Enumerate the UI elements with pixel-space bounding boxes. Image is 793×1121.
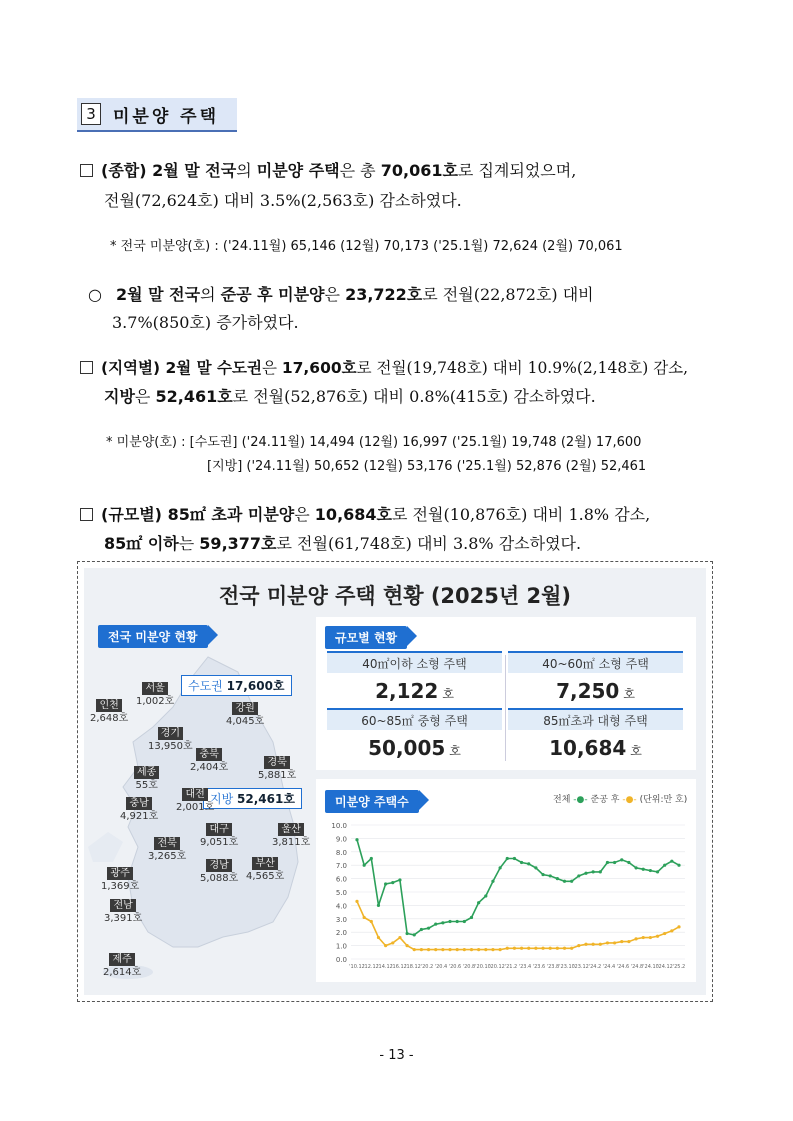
size-tag: 규모별 현황 xyxy=(325,626,407,649)
region-jeonnam: 전남 3,391호 xyxy=(104,900,143,924)
region-busan: 부산 4,565호 xyxy=(246,858,285,882)
trend-tag: 미분양 주택수 xyxy=(325,790,419,813)
data-point xyxy=(363,916,366,919)
data-point xyxy=(527,947,530,950)
data-point xyxy=(470,948,473,951)
data-point xyxy=(634,866,637,869)
data-point xyxy=(427,927,430,930)
paragraph-regional-line2: 지방은 52,461호로 전월(52,876호) 대비 0.8%(415호) 감소하였다. xyxy=(104,387,596,406)
paragraph-summary-line2: 전월(72,624호) 대비 3.5%(2,563호) 감소하였다. xyxy=(104,191,462,210)
data-point xyxy=(355,838,358,841)
x-tick-label: '24.8 xyxy=(630,964,644,970)
size-label-3: 60~85㎡ 중형 주택 xyxy=(327,708,502,730)
chart-legend: 전체 -●- 준공 후 -●- (단위:만 호) xyxy=(553,795,688,805)
size-value-3: 50,005 호 xyxy=(368,736,461,760)
data-point xyxy=(506,857,509,860)
data-point xyxy=(599,943,602,946)
y-tick-label: 1.0 xyxy=(335,942,347,951)
region-ulsan: 울산 3,811호 xyxy=(272,824,311,848)
data-point xyxy=(577,944,580,947)
data-point xyxy=(627,861,630,864)
data-point xyxy=(398,878,401,881)
data-point xyxy=(642,868,645,871)
region-sejong: 세종 55호 xyxy=(135,767,158,791)
trend-chart xyxy=(323,817,691,977)
data-point xyxy=(420,948,423,951)
data-point xyxy=(363,864,366,867)
west-islands-shape xyxy=(88,832,123,862)
series-line xyxy=(357,840,679,935)
data-point xyxy=(456,948,459,951)
note-regional-2: [지방] ('24.11월) 50,652 (12월) 53,176 ('25.1월) 52,876 (2월) 52,461 xyxy=(207,459,647,474)
x-tick-label: '25.2 xyxy=(672,964,686,970)
data-point xyxy=(570,880,573,883)
data-point xyxy=(391,881,394,884)
data-point xyxy=(420,928,423,931)
y-tick-label: 10.0 xyxy=(331,822,347,830)
data-point xyxy=(563,880,566,883)
data-point xyxy=(355,900,358,903)
y-tick-label: 8.0 xyxy=(335,848,347,857)
data-point xyxy=(606,941,609,944)
data-point xyxy=(634,937,637,940)
x-tick-label: '24.2 xyxy=(588,964,602,970)
data-point xyxy=(534,866,537,869)
x-tick-label: '20.10 xyxy=(475,964,491,970)
y-tick-label: 0.0 xyxy=(335,956,347,964)
paragraph-size-line2: 85㎡ 이하는 59,377호로 전월(61,748호) 대비 3.8% 감소하였다. xyxy=(104,534,582,553)
data-point xyxy=(513,947,516,950)
data-point xyxy=(527,862,530,865)
region-daegu: 대구 9,051호 xyxy=(200,824,239,848)
data-point xyxy=(506,947,509,950)
section-header xyxy=(77,98,237,132)
x-tick-label: '14.12 xyxy=(377,964,393,970)
data-point xyxy=(398,936,401,939)
data-point xyxy=(434,923,437,926)
x-tick-label: '24.12 xyxy=(657,964,673,970)
x-tick-label: '21.2 xyxy=(504,964,518,970)
data-point xyxy=(491,880,494,883)
data-point xyxy=(377,904,380,907)
x-tick-label: '23.12 xyxy=(573,964,589,970)
data-point xyxy=(656,935,659,938)
region-chungbuk: 충북 2,404호 xyxy=(190,749,229,773)
data-point xyxy=(649,936,652,939)
region-incheon: 인천 2,648호 xyxy=(90,700,129,724)
data-point xyxy=(606,861,609,864)
data-point xyxy=(556,877,559,880)
region-jeju: 제주 2,614호 xyxy=(103,954,142,978)
size-value-4: 10,684 호 xyxy=(549,736,642,760)
x-tick-label: '20.2 xyxy=(420,964,434,970)
data-point xyxy=(463,920,466,923)
data-point xyxy=(556,947,559,950)
map-tag: 전국 미분양 현황 xyxy=(98,625,208,648)
size-label-1: 40㎡이하 소형 주택 xyxy=(327,651,502,673)
data-point xyxy=(656,870,659,873)
region-gyeonggi: 경기 13,950호 xyxy=(148,728,193,752)
data-point xyxy=(405,944,408,947)
data-point xyxy=(649,869,652,872)
paragraph-completed-line2: 3.7%(850호) 증가하였다. xyxy=(112,313,299,332)
region-jeonbuk: 전북 3,265호 xyxy=(148,838,187,862)
data-point xyxy=(384,882,387,885)
data-point xyxy=(620,858,623,861)
x-tick-label: '20.8 xyxy=(462,964,476,970)
data-point xyxy=(456,920,459,923)
data-point xyxy=(584,943,587,946)
data-point xyxy=(584,872,587,875)
y-tick-label: 5.0 xyxy=(335,889,347,897)
x-tick-label: '18.12 xyxy=(405,964,421,970)
region-gyeongnam: 경남 5,088호 xyxy=(200,860,239,884)
paragraph-regional: (지역별) 2월 말 수도권은 17,600호로 전월(19,748호) 대비 10.9%(2,148호) 감소, xyxy=(80,353,688,383)
data-point xyxy=(477,901,480,904)
data-point xyxy=(477,948,480,951)
data-point xyxy=(413,948,416,951)
data-point xyxy=(663,864,666,867)
data-point xyxy=(370,857,373,860)
paragraph-completed: ○ 2월 말 전국의 준공 후 미분양은 23,722호로 전월(22,872호) 대비 xyxy=(88,285,594,304)
data-point xyxy=(670,929,673,932)
data-point xyxy=(448,948,451,951)
size-label-2: 40~60㎡ 소형 주택 xyxy=(508,651,683,673)
data-point xyxy=(427,948,430,951)
data-point xyxy=(413,933,416,936)
data-point xyxy=(627,940,630,943)
data-point xyxy=(642,936,645,939)
y-tick-label: 9.0 xyxy=(335,835,347,844)
provinces-callout: 지방 52,461호 xyxy=(203,788,302,809)
data-point xyxy=(520,947,523,950)
region-daejeon: 대전 2,001호 xyxy=(176,789,215,813)
x-tick-label: '20.4 xyxy=(434,964,448,970)
page-number: - 13 - xyxy=(379,1048,414,1063)
size-label-4: 85㎡초과 대형 주택 xyxy=(508,708,683,730)
data-point xyxy=(549,947,552,950)
data-point xyxy=(405,932,408,935)
data-point xyxy=(499,948,502,951)
data-point xyxy=(377,936,380,939)
region-gyeongbuk: 경북 5,881호 xyxy=(258,757,297,781)
data-point xyxy=(448,920,451,923)
section-title: 미분양 주택 xyxy=(113,106,220,127)
data-point xyxy=(491,948,494,951)
data-point xyxy=(541,873,544,876)
x-tick-label: '23.6 xyxy=(532,964,546,970)
y-tick-label: 3.0 xyxy=(335,915,347,924)
y-tick-label: 4.0 xyxy=(335,902,347,911)
data-point xyxy=(549,874,552,877)
x-tick-label: '20.12 xyxy=(489,964,505,970)
data-point xyxy=(577,874,580,877)
data-point xyxy=(484,948,487,951)
data-point xyxy=(391,941,394,944)
checkbox-bullet xyxy=(80,164,93,177)
x-tick-label: '23.4 xyxy=(518,964,532,970)
data-point xyxy=(670,860,673,863)
data-point xyxy=(620,940,623,943)
region-gwangju: 광주 1,369호 xyxy=(101,868,140,892)
region-seoul: 서울 1,002호 xyxy=(136,683,175,707)
infographic xyxy=(77,561,713,1002)
paragraph-summary: (종합) 2월 말 전국의 미분양 주택은 총 70,061호로 집계되었으며, xyxy=(80,156,576,186)
x-tick-label: '24.6 xyxy=(616,964,630,970)
x-tick-label: '20.6 xyxy=(448,964,462,970)
x-tick-label: '16.12 xyxy=(391,964,407,970)
data-point xyxy=(663,932,666,935)
y-tick-label: 2.0 xyxy=(335,929,347,938)
x-tick-label: '10.12 xyxy=(349,964,365,970)
x-tick-label: '23.10 xyxy=(559,964,575,970)
paragraph-size: (규모별) 85㎡ 초과 미분양은 10,684호로 전월(10,876호) 대비 1.8% 감소, xyxy=(80,500,650,530)
y-tick-label: 6.0 xyxy=(335,875,347,884)
data-point xyxy=(513,857,516,860)
data-point xyxy=(499,866,502,869)
x-tick-label: '24.10 xyxy=(643,964,659,970)
data-point xyxy=(677,864,680,867)
data-point xyxy=(384,944,387,947)
region-gangwon: 강원 4,045호 xyxy=(226,703,265,727)
region-chungnam: 충남 4,921호 xyxy=(120,798,159,822)
x-tick-label: '24.4 xyxy=(602,964,616,970)
data-point xyxy=(613,941,616,944)
data-point xyxy=(570,947,573,950)
data-point xyxy=(484,894,487,897)
x-tick-label: '12.12 xyxy=(363,964,379,970)
data-point xyxy=(441,921,444,924)
data-point xyxy=(470,916,473,919)
note-national: * 전국 미분양(호) : ('24.11월) 65,146 (12월) 70,173 ('25.1월) 72,624 (2월) 70,061 xyxy=(110,239,623,254)
data-point xyxy=(434,948,437,951)
data-point xyxy=(599,870,602,873)
data-point xyxy=(520,861,523,864)
infographic-title: 전국 미분양 주택 현황 (2025년 2월) xyxy=(219,584,571,608)
y-tick-label: 7.0 xyxy=(335,862,347,871)
size-divider xyxy=(505,655,506,761)
data-point xyxy=(677,925,680,928)
data-point xyxy=(563,947,566,950)
data-point xyxy=(534,947,537,950)
data-point xyxy=(592,943,595,946)
data-point xyxy=(592,870,595,873)
section-number: 3 xyxy=(81,103,101,125)
data-point xyxy=(463,948,466,951)
size-value-1: 2,122 호 xyxy=(375,679,454,703)
data-point xyxy=(441,948,444,951)
data-point xyxy=(613,861,616,864)
note-regional-1: * 미분양(호) : [수도권] ('24.11월) 14,494 (12월) 16,997 ('25.1월) 19,748 (2월) 17,600 xyxy=(106,435,642,450)
capital-callout: 수도권 17,600호 xyxy=(181,675,292,696)
size-value-2: 7,250 호 xyxy=(556,679,635,703)
data-point xyxy=(541,947,544,950)
data-point xyxy=(370,920,373,923)
x-tick-label: '23.8 xyxy=(546,964,560,970)
